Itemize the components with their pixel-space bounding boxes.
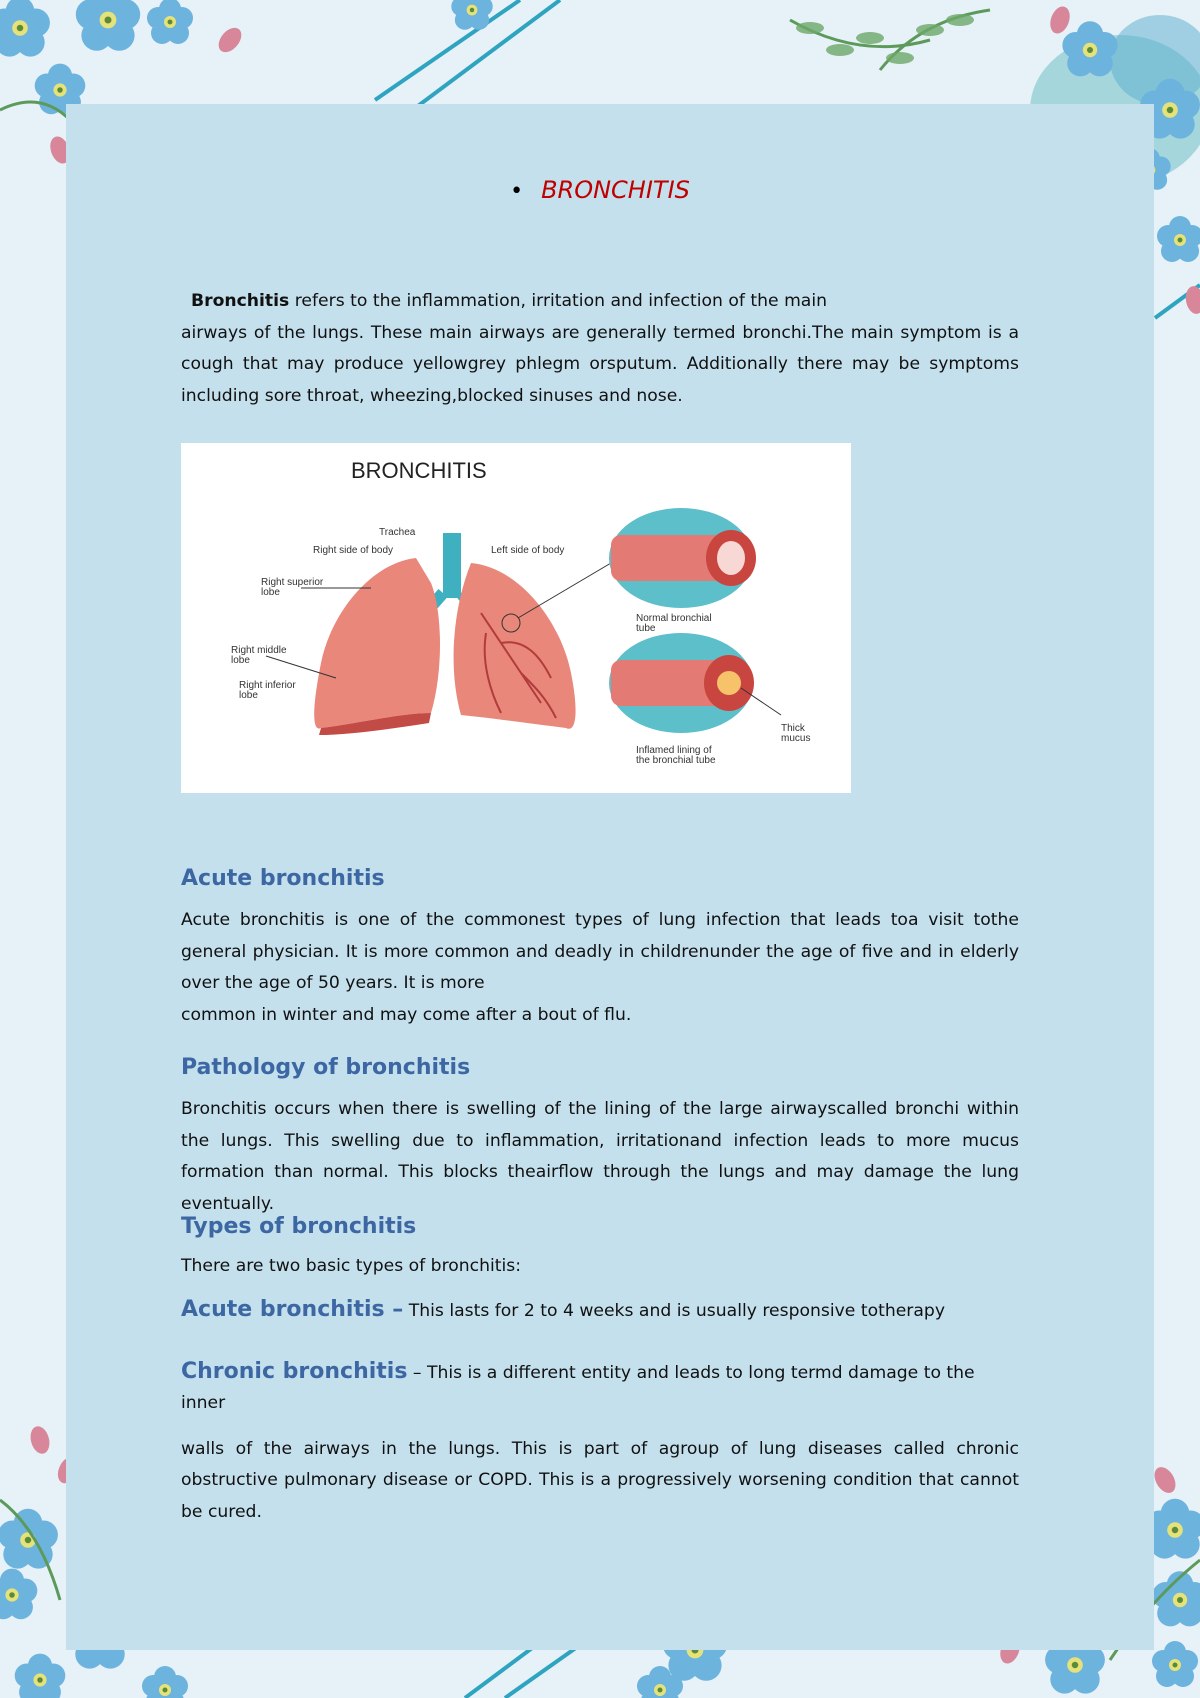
intro-first-line: refers to the inflammation, irritation and infection of the main — [289, 291, 828, 311]
intro-bold-term: Bronchitis — [191, 291, 290, 311]
acute-section — [181, 866, 1019, 1031]
page-title: BRONCHITIS — [541, 176, 690, 204]
label-thick-mucus: Thick — [781, 723, 805, 734]
right-lung-shape — [314, 558, 440, 729]
label-right-side: Right side of body — [313, 545, 394, 556]
bronchitis-illustration — [181, 443, 851, 793]
label-thick-mucus-2: mucus — [781, 733, 811, 744]
types-section — [181, 1214, 1019, 1528]
figure-title: BRONCHITIS — [351, 458, 487, 483]
pathology-section — [181, 1055, 1019, 1220]
chronic-type-label: Chronic bronchitis — [181, 1358, 408, 1384]
label-right-middle: Right middle — [231, 645, 287, 656]
types-heading: Types of bronchitis — [181, 1214, 417, 1239]
label-right-inferior: Right inferior — [239, 680, 296, 691]
label-inflamed: Inflamed lining of — [636, 745, 712, 756]
page-title-row — [0, 176, 1200, 204]
label-right-middle-2: lobe — [231, 655, 250, 666]
acute-text: Acute bronchitis is one of the commonest types of lung infection that leads toa visit tothe general physician. It is more common and deadly in childrenunder the age of five and in elderly over the age of 50 years. It is more — [181, 910, 1019, 993]
intro-rest: airways of the lungs. These main airways are generally termed bronchi.The main symptom is a cough that may produce yellowgrey phlegm orsputum. Additionally there may be symptoms including sore throat, wheezing,blocked sinuses and nose. — [181, 322, 1019, 406]
chronic-type-text-2: walls of the airways in the lungs. This is part of agroup of lung diseases called chronic obstructive pulmonary disease or COPD. This is a progressively worsening condition that cannot be cured. — [181, 1438, 1019, 1522]
pathology-heading: Pathology of bronchitis — [181, 1055, 471, 1080]
chronic-type-row — [181, 1357, 1019, 1418]
label-inflamed-2: the bronchial tube — [636, 755, 716, 766]
acute-heading: Acute bronchitis — [181, 866, 385, 891]
acute-text-2: common in winter and may come after a bout of flu. — [181, 1004, 632, 1025]
label-normal-tube-2: tube — [636, 623, 656, 634]
label-trachea: Trachea — [379, 527, 416, 538]
label-right-inferior-2: lobe — [239, 690, 258, 701]
acute-type-row — [181, 1295, 1019, 1326]
acute-type-text: This lasts for 2 to 4 weeks and is usually responsive totherapy — [403, 1300, 945, 1321]
chronic-type-text: – This is a different entity and leads to long termd damage to the inner — [181, 1362, 975, 1413]
intro-paragraph — [181, 286, 1019, 412]
label-normal-tube: Normal bronchial — [636, 613, 712, 624]
acute-type-label: Acute bronchitis – — [181, 1296, 404, 1322]
label-right-superior-2: lobe — [261, 587, 280, 598]
pathology-text: Bronchitis occurs when there is swelling of the lining of the large airwayscalled bronchi within the lungs. This swelling due to inflammation, irritationand infection leads to more mucus formation than normal. This blocks theairflow through the lungs and may damage the lung eventually. — [181, 1099, 1019, 1214]
label-right-superior: Right superior — [261, 577, 324, 588]
label-left-side: Left side of body — [491, 545, 565, 556]
trachea-shape — [443, 533, 461, 598]
bronchitis-diagram — [181, 443, 851, 793]
left-lung-shape — [454, 563, 576, 729]
bullet-icon: • — [510, 179, 524, 204]
types-intro: There are two basic types of bronchitis: — [181, 1256, 522, 1276]
